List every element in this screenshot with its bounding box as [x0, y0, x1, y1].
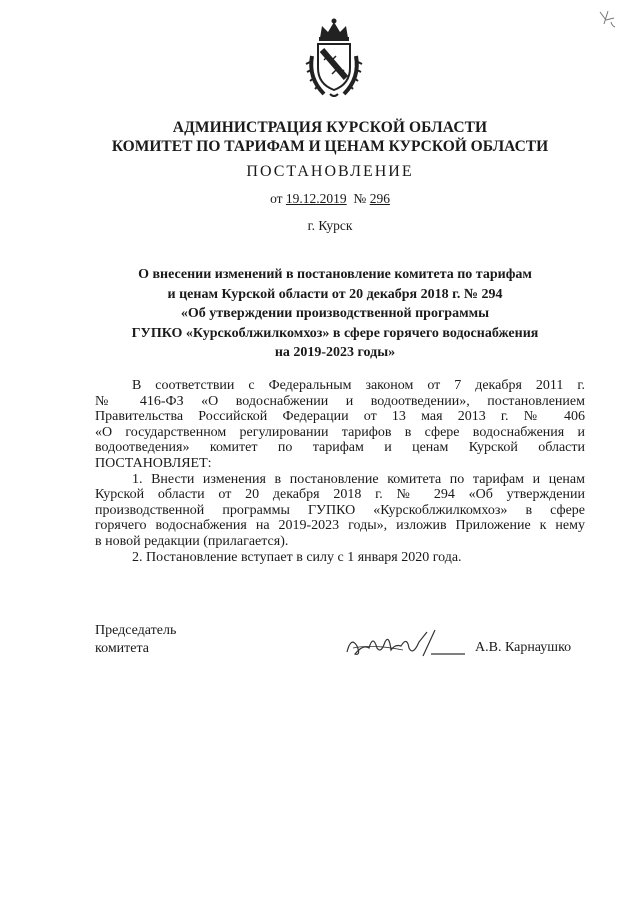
body-line: горячего водоснабжения на 2019-2023 годы», изложив Приложение к нему: [95, 518, 585, 534]
document-date-number: [60, 191, 600, 207]
subject-line: и ценам Курской области от 20 декабря 2018 г. № 294: [167, 286, 503, 302]
body-line: производственной программы ГУПКО «Курскоблжилкомхоз» в сфере: [95, 502, 585, 518]
position-line2: комитета: [95, 641, 150, 656]
document-date: 19.12.2019: [285, 191, 347, 206]
body-line: в новой редакции (прилагается).: [95, 533, 289, 549]
number-prefix: №: [353, 191, 367, 206]
body-line: водоотведения» комитет по тарифам и ценам Курской области: [95, 440, 585, 456]
handwritten-signature: [343, 626, 468, 666]
subject-line: ГУПКО «Курскоблжилкомхоз» в сфере горячего водоснабжения: [131, 325, 539, 341]
body-line: В соответствии с Федеральным законом от 7 декабря 2011 г.: [132, 378, 585, 393]
city: г. Курск: [307, 218, 353, 233]
organization-title-line2: КОМИТЕТ ПО ТАРИФАМ И ЦЕНАМ КУРСКОЙ ОБЛАСТИ: [111, 138, 549, 155]
body-line: Правительства Российской Федерации от 13 мая 2013 г. № 406: [95, 409, 585, 425]
document-body: [95, 378, 585, 565]
document-subject: [80, 265, 590, 363]
position-line1: Председатель: [95, 623, 177, 638]
date-prefix: от: [270, 191, 283, 206]
subject-line: О внесении изменений в постановление комитета по тарифам: [138, 267, 532, 282]
preamble-paragraph: [95, 378, 585, 472]
kursk-coat-of-arms-icon: [302, 16, 366, 100]
signatory-position: [95, 622, 176, 658]
subject-line: на 2019-2023 годы»: [274, 345, 396, 360]
clause-2-paragraph: 2. Постановление вступает в силу с 1 января 2020 года.: [132, 549, 462, 565]
body-line: 1. Внести изменения в постановление комитета по тарифам и ценам: [132, 471, 585, 487]
signer-name: А.В. Карнаушко: [475, 640, 572, 655]
body-line: ПОСТАНОВЛЯЕТ:: [95, 455, 212, 471]
handwritten-mark-icon: [596, 8, 618, 30]
subject-line: «Об утверждении производственной программы: [180, 306, 490, 321]
body-line: «О государственном регулировании тарифов в сфере водоснабжения и: [95, 424, 585, 440]
document-number: 296: [369, 191, 390, 206]
organization-title-line1: АДМИНИСТРАЦИЯ КУРСКОЙ ОБЛАСТИ: [172, 119, 488, 136]
body-line: Курской области от 20 декабря 2018 г. № 294 «Об утверждении: [95, 487, 585, 503]
clause-1-paragraph: [95, 472, 585, 550]
body-line: № 416-ФЗ «О водоснабжении и водоотведении», постановлением: [95, 393, 585, 409]
document-type: ПОСТАНОВЛЕНИЕ: [246, 163, 414, 180]
